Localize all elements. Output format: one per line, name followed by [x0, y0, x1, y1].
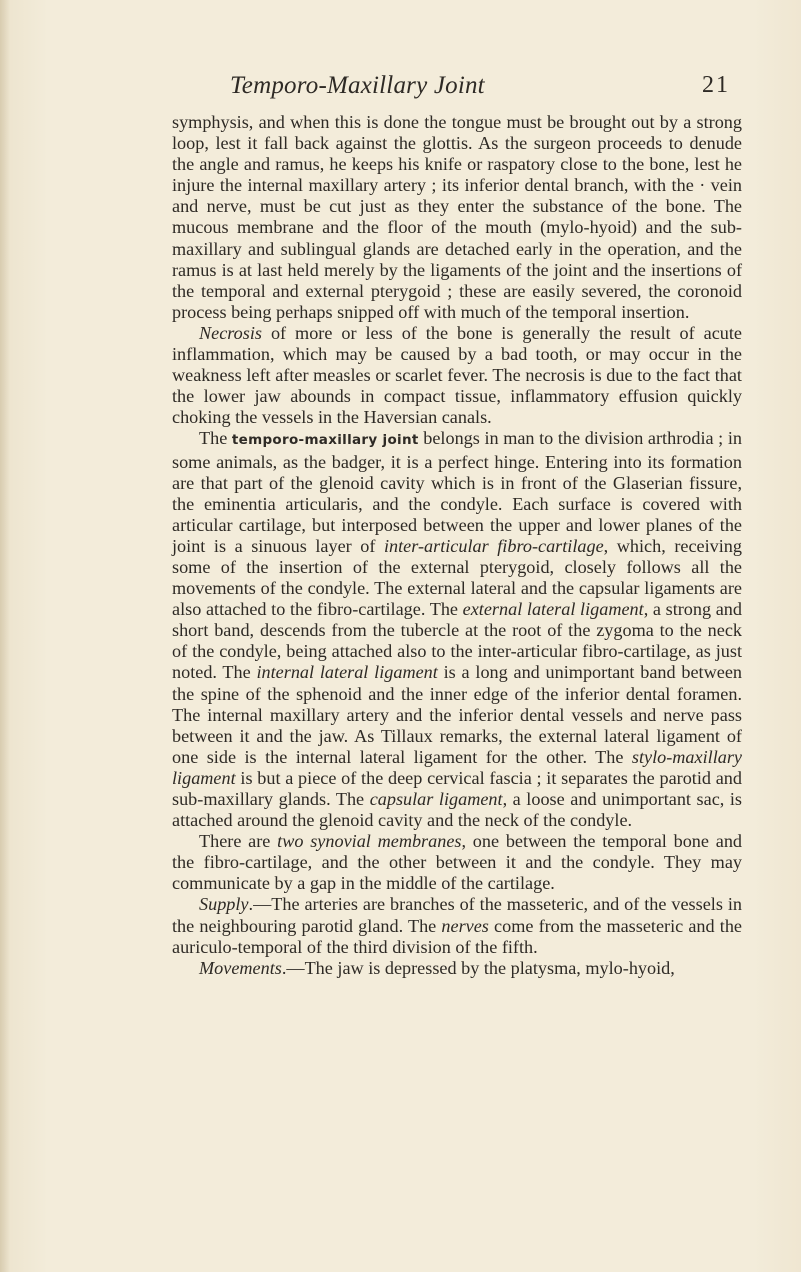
italic-term: external lateral ligament [462, 599, 644, 620]
running-head [170, 72, 730, 106]
paragraph [172, 428, 742, 831]
text-run: .—The jaw is depressed by the platysma, mylo-hyoid, [281, 957, 675, 978]
text-run: , a strong and short band, descends from the tubercle at the root of the zygoma to the neck of the condyle, being attached also to the inter-articular fibro-cartilage, as just noted. The [172, 599, 742, 683]
paragraph [172, 323, 742, 428]
italic-term: inter-articular fibro-cartilage [383, 535, 604, 556]
italic-term: internal lateral ligament [256, 662, 438, 683]
italic-term: Movements [199, 957, 282, 978]
text-run: , one between the temporal bone and the fibro-cartilage, and the other between it and the condyle. They may communicate by a gap in the middle of the cartilage. [172, 831, 743, 894]
text-run: , which, receiving some of the insertion of the external pterygoid, closely follows all the movements of the condyle. The external lateral and the capsular ligaments are also attached to the fibro-cartilage. The [172, 535, 742, 620]
text-run: symphysis, and when this is done the tongue must be brought out by a strong loop, lest it fall back against the glottis. As the surgeon proceeds to denude the angle and ramus, he keeps his knife or raspatory close to the bone, lest he injure the internal maxillary artery ; its inferior dental branch, with the · vein and nerve, must be cut just as they enter the substance of the bone. The mucous membrane and the floor of the mouth (mylo-hyoid) and the sub-maxillary and sublingual glands are detached early in the operation, and the ramus is at last held merely by the ligaments of the joint and the insertions of the temporal and external pterygoid ; these are easily severed, the coronoid process being perhaps snipped off with much of the temporal insertion. [172, 112, 742, 322]
text-run: belongs in man to the division arthrodia ; in some animals, as the badger, it is a perfect hinge. Entering into its formation are that part of the glenoid cavity which is in front of the Glaserian fissure, the eminentia articularis, and the condyle. Each surface is covered with articular cartilage, but interposed between the upper and lower planes of the joint is a sinuous layer of [172, 428, 742, 556]
paragraph [172, 958, 742, 979]
text-run: The [199, 428, 232, 449]
bold-term: temporo-maxillary joint [231, 432, 419, 449]
italic-term: stylo-maxillary ligament [172, 746, 742, 788]
text-run: is but a piece of the deep cervical fascia ; it separates the parotid and sub-maxillary glands. The [172, 767, 742, 809]
text-run: .—The arteries are branches of the masseteric, and of the vessels in the neighbouring parotid gland. The [172, 894, 742, 936]
italic-term: nerves [441, 915, 489, 936]
italic-term: capsular ligament [369, 789, 503, 809]
running-title: Temporo-Maxillary Joint [230, 72, 485, 99]
text-run: come from the masseteric and the auriculo-temporal of the third division of the fifth. [172, 915, 742, 957]
italic-term: Necrosis [199, 322, 262, 343]
text-run: is a long and unimportant band between the spine of the sphenoid and the inner edge of the inferior dental foramen. The internal maxillary artery and the inferior dental vessels and nerve pass between it and the jaw. As Tillaux remarks, the external lateral ligament of one side is the internal lateral ligament for the other. The [172, 662, 742, 767]
text-run: of more or less of the bone is generally the result of acute inflammation, which may be caused by a bad tooth, or may occur in the weakness left after measles or scarlet fever. The necrosis is due to the fact that the lower jaw abounds in compact tissue, inflammatory effusion quickly choking the vessels in the Haversian canals. [172, 322, 742, 428]
paragraph [172, 112, 742, 323]
text-run: There are [199, 831, 278, 852]
text-run: , a loose and unimportant sac, is attached around the glenoid cavity and the neck of the condyle. [172, 789, 743, 831]
italic-term: two synovial membranes [277, 831, 462, 852]
paragraph [172, 894, 742, 957]
page-number: 21 [702, 72, 730, 98]
page-edge-shadow [0, 0, 10, 1272]
italic-term: Supply [199, 894, 249, 915]
paragraph [172, 831, 742, 894]
body-text [172, 112, 742, 979]
